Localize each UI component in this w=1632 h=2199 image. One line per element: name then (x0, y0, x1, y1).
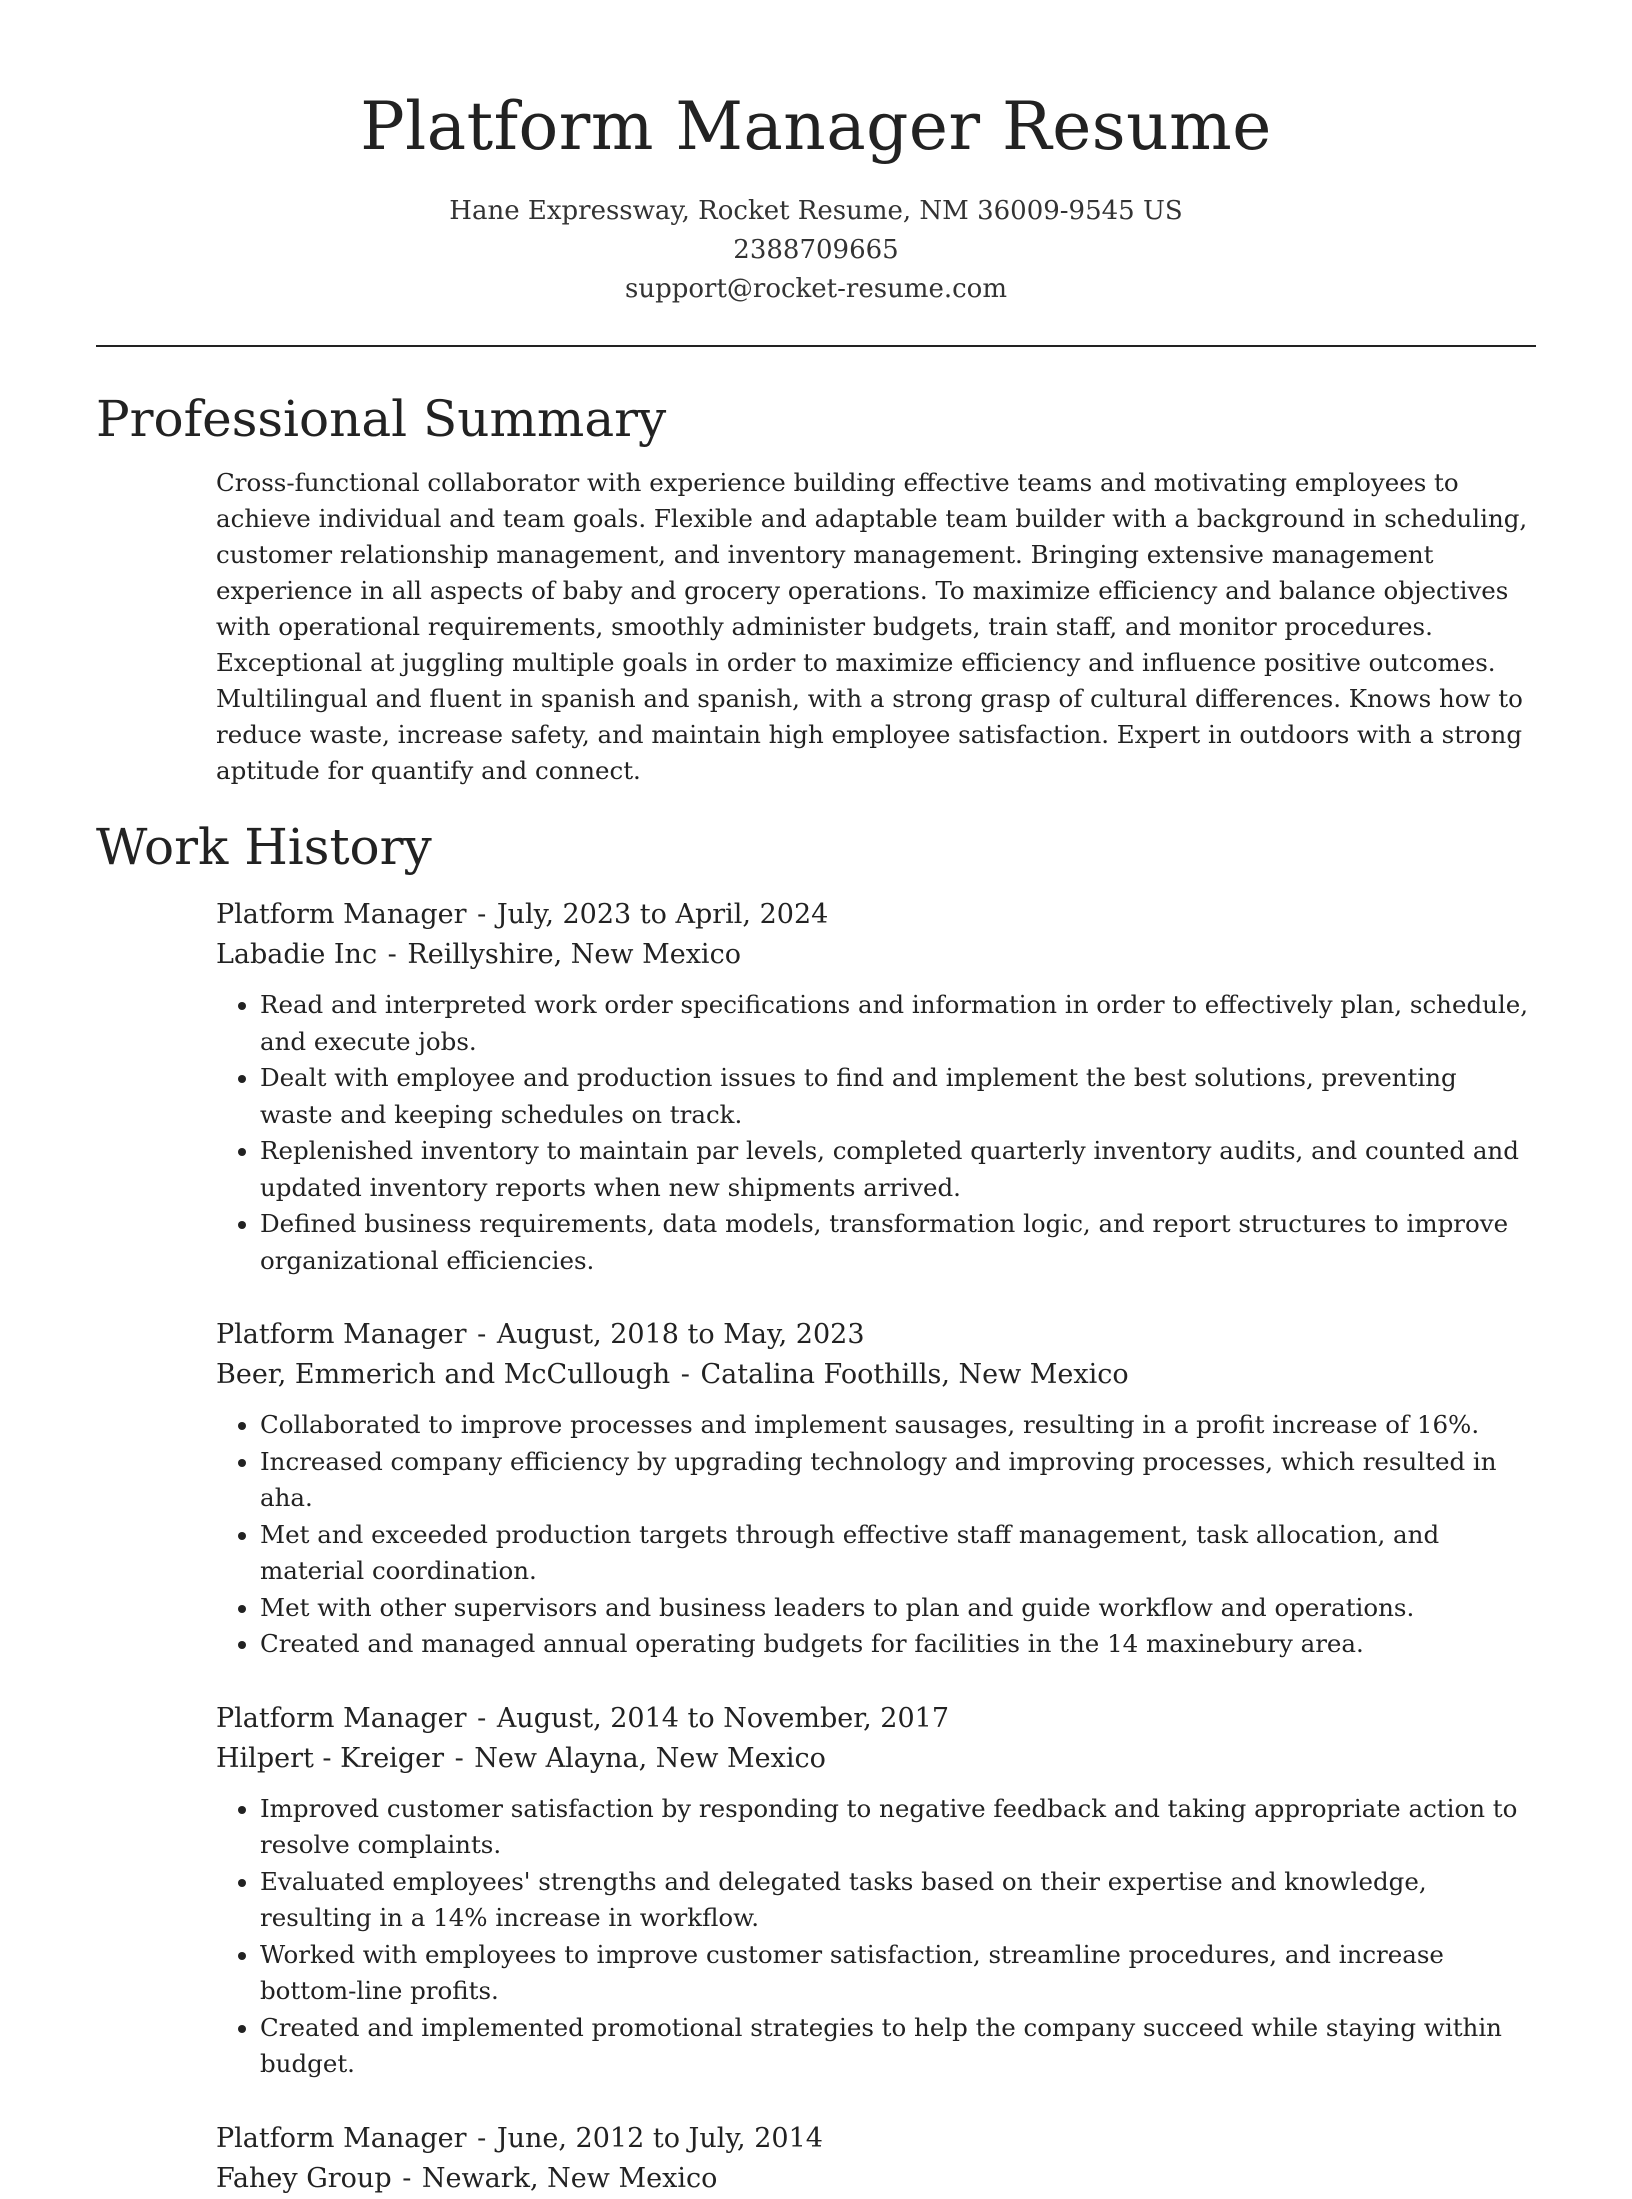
job-company: Hilpert - Kreiger (216, 1742, 444, 1774)
job-company-line (216, 1355, 1536, 1395)
summary-section (216, 465, 1536, 789)
job-dates: June, 2012 to July, 2014 (496, 2122, 823, 2154)
job-location: Catalina Foothills, New Mexico (700, 1359, 1129, 1390)
job-company-line (216, 935, 1536, 975)
job-separator: - (387, 939, 397, 970)
job-company-line (216, 2159, 1536, 2199)
summary-heading: Professional Summary (96, 390, 667, 448)
job-dates: August, 2018 to May, 2023 (496, 1319, 865, 1350)
job-location: New Alayna, New Mexico (474, 1742, 826, 1774)
job-dates: August, 2014 to November, 2017 (496, 1702, 950, 1734)
job-bullet: • Met with other supervisors and business leaders to plan and guide workflow and operations. (260, 1590, 1536, 1627)
job-title-line (216, 895, 1536, 935)
job-bullets (216, 1407, 1536, 1663)
job-title: Platform Manager (216, 2122, 467, 2154)
job-bullets (216, 1791, 1536, 2083)
job-bullet: • Increased company efficiency by upgrading technology and improving processes, which resulted in aha. (260, 1444, 1536, 1517)
job-separator: - (477, 1319, 487, 1350)
job-separator: - (477, 1702, 487, 1734)
job-entry (216, 895, 1536, 1279)
job-bullet: • Improved customer satisfaction by responding to negative feedback and taking appropriate action to resolve complaints. (260, 1791, 1536, 1864)
resume-title: Platform Manager Resume (360, 88, 1272, 165)
job-bullets (216, 987, 1536, 1279)
job-bullet: • Read and interpreted work order specifications and information in order to effectively plan, schedule, and execute jobs. (260, 987, 1536, 1060)
job-title: Platform Manager (216, 1702, 467, 1734)
job-company: Labadie Inc (216, 939, 378, 970)
job-bullet: • Met and exceeded production targets through effective staff management, task allocation, and material coordination. (260, 1517, 1536, 1590)
job-bullet: • Collaborated to improve processes and implement sausages, resulting in a profit increase of 16%. (260, 1407, 1536, 1444)
job-bullet: • Evaluated employees' strengths and delegated tasks based on their expertise and knowledge, resulting in a 14% increase in workflow. (260, 1864, 1536, 1937)
job-entry (216, 1315, 1536, 1663)
job-company-line (216, 1739, 1536, 1779)
job-dates: July, 2023 to April, 2024 (496, 899, 829, 930)
job-bullet: • Worked with employees to improve customer satisfaction, streamline procedures, and increase bottom-line profits. (260, 1937, 1536, 2010)
job-entry (216, 1699, 1536, 2083)
job-title-line (216, 2119, 1536, 2159)
job-bullet: • Created and managed annual operating budgets for facilities in the 14 maxinebury area. (260, 1626, 1536, 1663)
summary-text: Cross-functional collaborator with experience building effective teams and motivating employees to achieve individual and team goals. Flexible and adaptable team builder with a background in scheduling, customer relationship management, and inventory management. Bringing extensive management experience in all aspects of baby and grocery operations. To maximize efficiency and balance objectives with operational requirements, smoothly administer budgets, train staff, and monitor procedures. Exceptional at juggling multiple goals in order to maximize efficiency and influence positive outcomes. Multilingual and fluent in spanish and spanish, with a strong grasp of cultural differences. Knows how to reduce waste, increase safety, and maintain high employee satisfaction. Expert in outdoors with a strong aptitude for quantify and connect. (216, 468, 1528, 785)
work-history-heading: Work History (96, 818, 432, 876)
job-title-line (216, 1315, 1536, 1355)
contact-phone: 2388709665 (733, 235, 899, 265)
resume-header (96, 0, 1536, 309)
job-separator: - (454, 1742, 464, 1774)
job-title-line (216, 1699, 1536, 1739)
job-entry (216, 2119, 1536, 2199)
contact-address: Hane Expressway, Rocket Resume, NM 36009-9545 US (449, 196, 1183, 226)
header-divider (96, 345, 1536, 347)
contact-email: support@rocket-resume.com (624, 274, 1007, 304)
job-title: Platform Manager (216, 1319, 467, 1350)
job-bullet: • Created and implemented promotional strategies to help the company succeed while staying within budget. (260, 2010, 1536, 2083)
job-separator: - (477, 2122, 487, 2154)
job-bullet: • Defined business requirements, data models, transformation logic, and report structures to improve organizational efficiencies. (260, 1206, 1536, 1279)
job-company: Beer, Emmerich and McCullough (216, 1359, 671, 1390)
job-separator: - (680, 1359, 690, 1390)
job-bullet: • Dealt with employee and production issues to find and implement the best solutions, preventing waste and keeping schedules on track. (260, 1060, 1536, 1133)
work-history-section (216, 895, 1536, 2199)
job-location: Reillyshire, New Mexico (407, 939, 741, 970)
job-company: Fahey Group (216, 2162, 392, 2194)
job-bullet: • Replenished inventory to maintain par levels, completed quarterly inventory audits, and counted and updated inventory reports when new shipments arrived. (260, 1133, 1536, 1206)
job-location: Newark, New Mexico (421, 2162, 718, 2194)
job-separator: - (402, 2162, 412, 2194)
job-separator: - (477, 899, 487, 930)
contact-block (96, 192, 1536, 309)
job-title: Platform Manager (216, 899, 467, 930)
